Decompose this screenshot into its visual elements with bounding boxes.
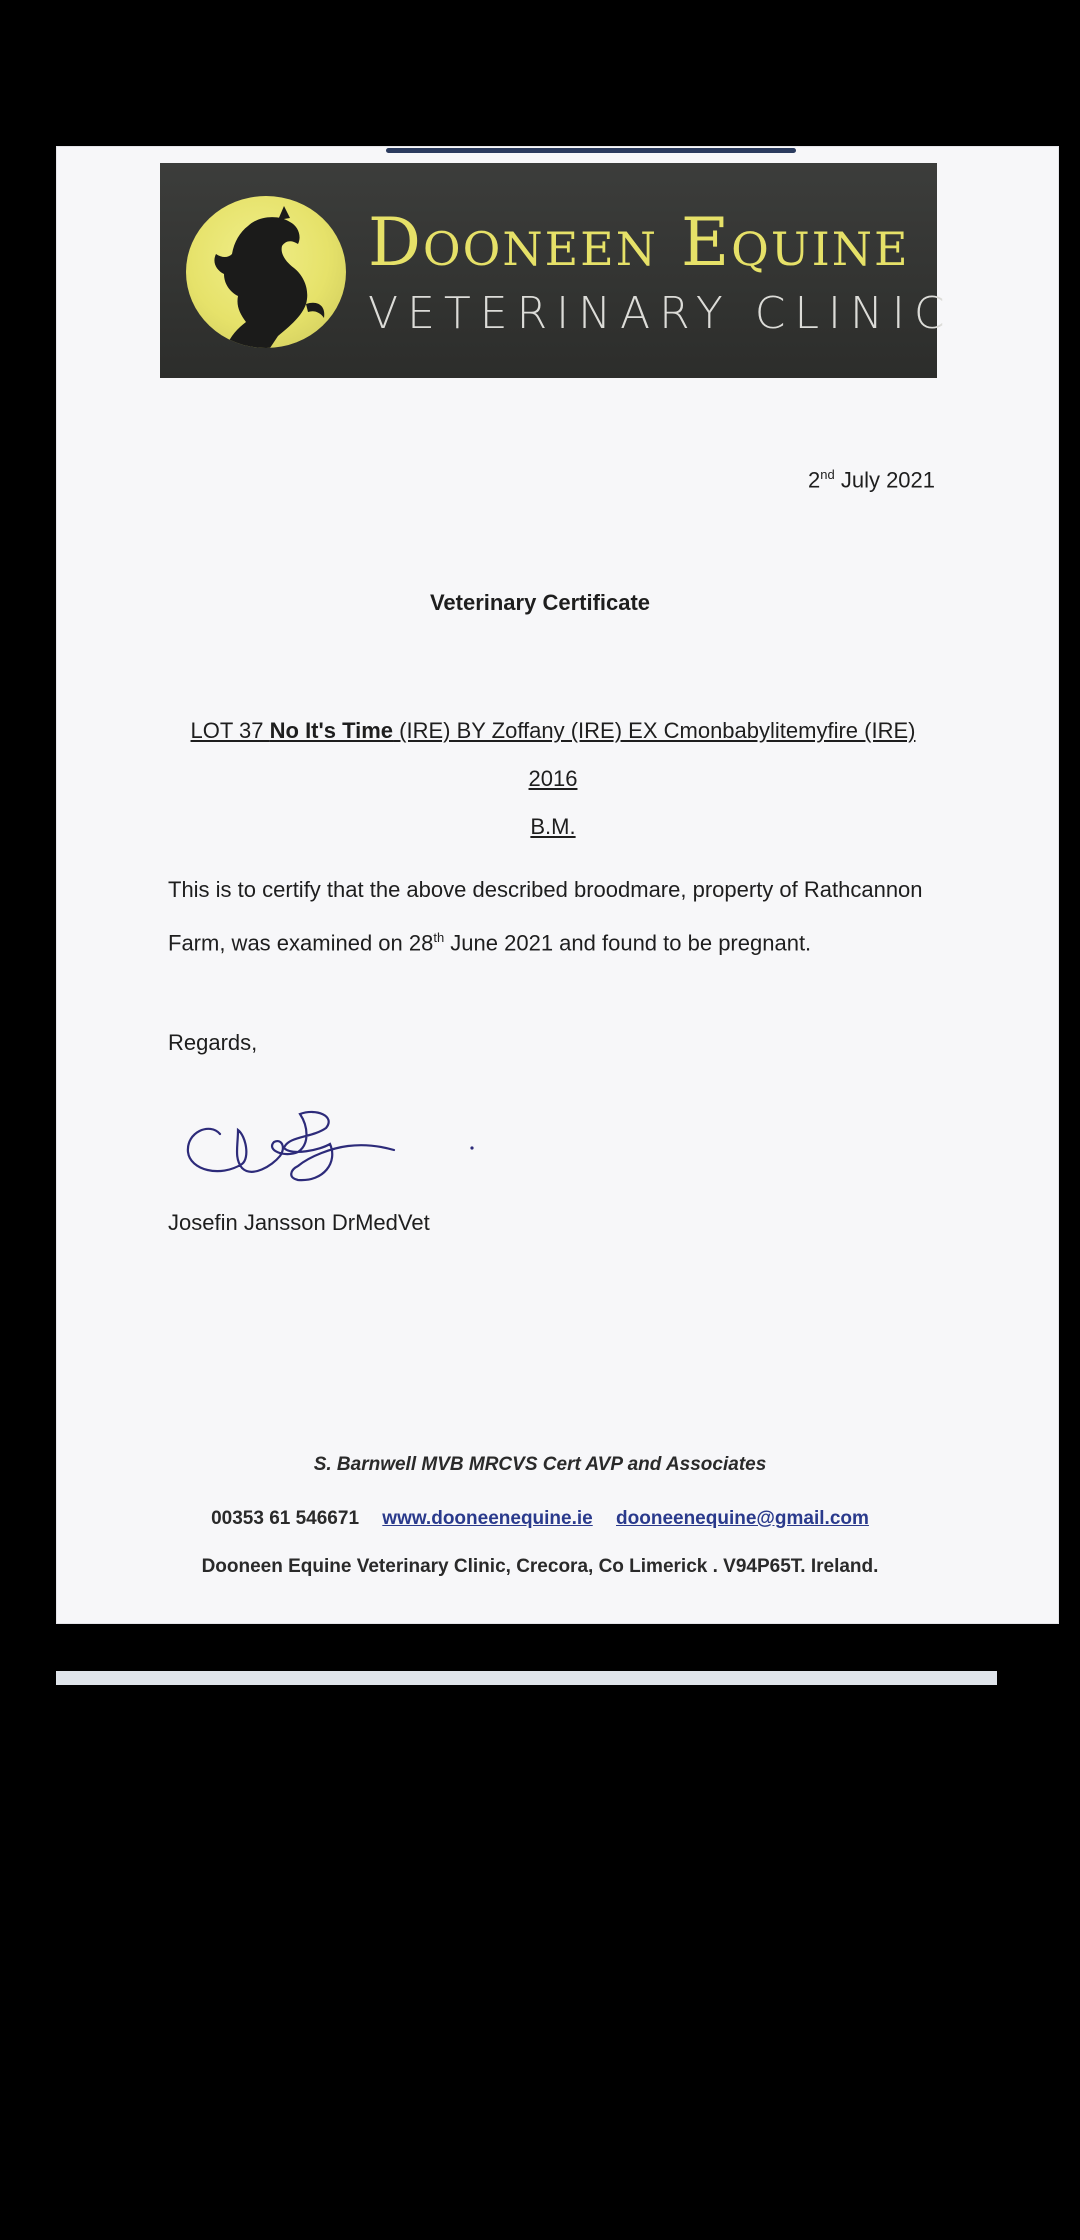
website-link[interactable]: www.dooneenequine.ie: [382, 1508, 593, 1529]
footer-address: Dooneen Equine Veterinary Clinic, Crecora, Co Limerick . V94P65T. Ireland.: [201, 1556, 879, 1577]
page-bottom-strip: [56, 1671, 997, 1685]
signer-name: Josefin Jansson DrMedVet: [168, 1210, 430, 1235]
clinic-subtitle: VETERINARY CLINIC: [368, 288, 954, 339]
document-top-edge: [386, 148, 796, 153]
letter-date: 2nd July 2021: [808, 467, 936, 493]
footer-phone: 00353 61 546671: [211, 1508, 360, 1529]
certificate-body: This is to certify that the above described broodmare, property of Rathcannon Farm, was examined on 28th June 2021 and found to be pregnant.: [168, 877, 923, 956]
footer-practice: S. Barnwell MVB MRCVS Cert AVP and Associates: [313, 1454, 767, 1475]
signature-image: [180, 1086, 480, 1201]
horse-logo-icon: [186, 196, 346, 348]
email-link[interactable]: dooneenequine@gmail.com: [616, 1508, 869, 1529]
certificate-heading: Veterinary Certificate: [429, 590, 651, 615]
regards-line: Regards,: [168, 1030, 258, 1055]
lot-description: LOT 37 No It's Time (IRE) BY Zoffany (IRE) EX Cmonbabylitemyfire (IRE) 2016 B.M.: [190, 718, 916, 839]
clinic-name: Dooneen Equine: [368, 204, 910, 281]
footer-contact: [0, 1508, 1080, 1530]
